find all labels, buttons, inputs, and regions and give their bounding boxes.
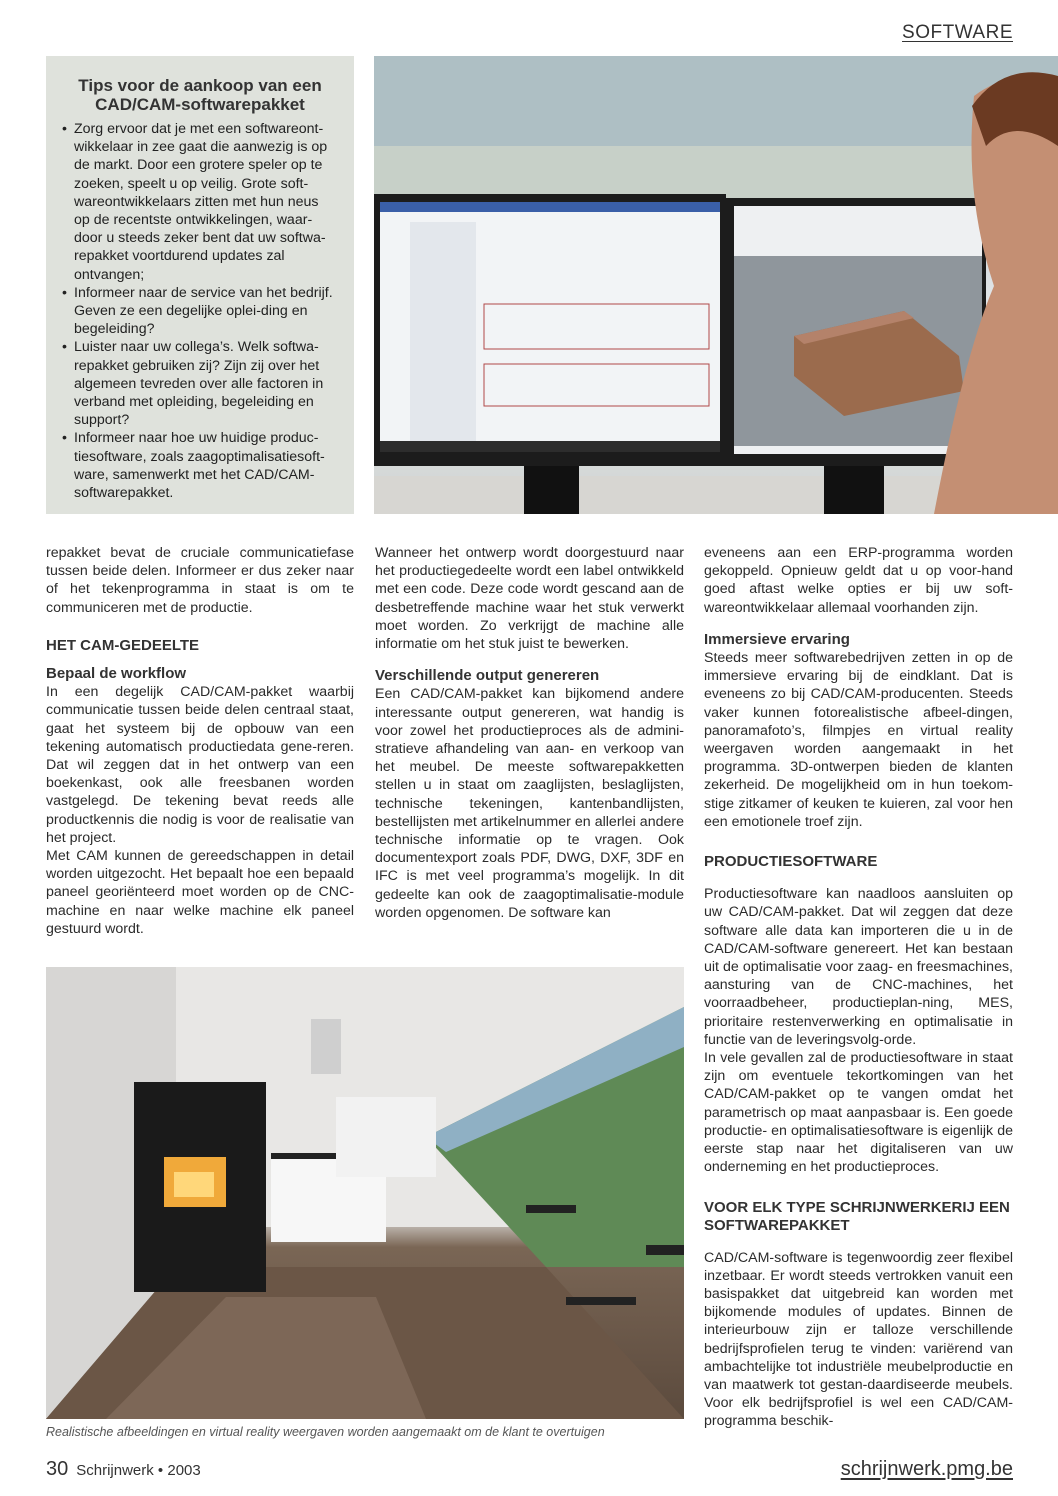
section-label: SOFTWARE [902, 22, 1013, 43]
footer-left [46, 1458, 201, 1481]
tips-item: • Zorg ervoor dat je met een softwareont-wikkelaar in zee gaat die aanwezig is op de markt. Door een grotere speler op te zoeken, speelt u op veilig. Grote soft-wareontwikkelaars zitten met hun neus op de recentste ontwikkelingen, waar-door u steeds zeker bent dat uw softwa-repakket voortdurend updates zal ontvangen; [62, 120, 338, 284]
heading-cam: HET CAM-GEDEELTE [46, 636, 200, 654]
tips-item: • Informeer naar hoe uw huidige produc-tiesoftware, zoals zaagoptimalisatiesoft-ware, samenwerkt met het CAD/CAM-softwarepakket. [62, 429, 338, 502]
tips-list [62, 120, 338, 502]
subheading-output: Verschillende output genereren [375, 667, 600, 685]
paragraph: CAD/CAM-software is tegenwoordig zeer flexibel inzetbaar. Er wordt steeds vertrokken vanuit een basispakket dat uitgebreid kan worden met bijkomende modules of updates. Binnen de interieurbouw zijn er talloze verschillende bedrijfsprofielen terug te vinden: variërend van ambachtelijke tot industriële meubelproductie en van maatwerk tot gestan-daardiseerde meubels. Voor elk bedrijfsprofiel is wel een CAD/CAM-programma beschik- [704, 1249, 1013, 1430]
tips-box [46, 56, 354, 514]
column-2 [375, 544, 684, 922]
paragraph: Een CAD/CAM-pakket kan bijkomend andere interessante output genereren, wat handig is voor zowel het productieproces als de admini-stratieve afhandeling van aan- en verkoop van het meubel. De meeste softwarepakketten stellen u in staat om zaaglijsten, beslaglijsten, technische tekeningen, kantenbandlijsten, bestellijsten met artikelnummer en allerlei andere technische informatie op te vragen. Ook documentexport zoals PDF, DWG, DXF, 3DF en IFC is met veel programma’s mogelijk. In dit gedeelte kan ook de zaagoptimalisatie-module worden opgenomen. De software kan [375, 686, 684, 921]
paragraph: repakket bevat de cruciale communicatiefase tussen beide delen. Informeer er dus zeker naar of het tekenprogramma in staat is om te communiceren met de productie. [46, 545, 354, 616]
paragraph: Wanneer het ontwerp wordt doorgestuurd naar het productiegedeelte wordt een label ontwikkeld met een code. Deze code wordt gescand aan de desbetreffende machine waar het stuk verwerkt moet worden. Zo verkrijgt de machine alle informatie om het stuk juist te bewerken. [375, 545, 684, 653]
paragraph: eveneens aan een ERP-programma worden gekoppeld. Opnieuw geldt dat u op voor-hand goed aftast welke opties er bij uw soft-wareontwikkelaar allemaal voorhanden zijn. [704, 545, 1013, 616]
photo-caption: Realistische afbeeldingen en virtual reality weergaven worden aangemaakt om de klant te overtuigen [46, 1425, 605, 1439]
column-3 [704, 544, 1013, 1431]
kitchen-illustration [46, 967, 684, 1419]
tips-item: • Informeer naar de service van het bedrijf. Geven ze een degelijke oplei-ding en begeleiding? [62, 284, 338, 339]
heading-productiesoftware: PRODUCTIESOFTWARE [704, 853, 878, 871]
photo-kitchen [46, 967, 684, 1419]
magazine-name: Schrijnwerk • 2003 [76, 1462, 201, 1479]
tips-item: • Luister naar uw collega’s. Welk softwa-repakket gebruiken zij? Zijn zij over het algemeen tevreden over alle factoren in verband met opleiding, begeleiding en support? [62, 338, 338, 429]
heading-schrijnwerkerij: VOOR ELK TYPE SCHRIJNWERKERIJ EEN SOFTWAREPAKKET [704, 1198, 1010, 1234]
paragraph: In een degelijk CAD/CAM-pakket waarbij communicatie tussen beide delen centraal staat, gaat het systeem bij de opbouw van een tekening automatisch productiedata gene-reren. Dat wil zeggen dat in het ontwerp van een boekenkast, ook alle freesbanen worden vastgelegd. De tekening bevat reeds alle productkennis die nodig is voor de realisatie van het project. [46, 684, 354, 846]
paragraph: Met CAM kunnen de gereedschappen in detail worden uitgezocht. Het bepaalt hoe een bepaald paneel georiënteerd moet worden op de CNC-machine en naar welke machine elk paneel gestuurd wordt. [46, 848, 354, 937]
subheading-workflow: Bepaal de workflow [46, 665, 187, 683]
column-1 [46, 544, 354, 938]
tips-title: Tips voor de aankoop van een CAD/CAM-softwarepakket [78, 76, 322, 114]
paragraph: Productiesoftware kan naadloos aansluiten op uw CAD/CAM-pakket. Dat wil zeggen dat deze software alle data kan importeren die u in de CAD/CAM-software genereert. Het kan bestaan uit de optimalisatie voor zaag- en freesmachines, aansturing van de CNC-machines, het voorraadbeheer, productieplan-ning, MES, prioritaire restenverwerking en optimalisatie in functie van de leveringsvolg-orde. [704, 886, 1013, 1048]
footer-url[interactable]: schrijnwerk.pmg.be [840, 1458, 1013, 1480]
page-number: 30 [46, 1458, 69, 1480]
paragraph: In vele gevallen zal de productiesoftware in staat zijn om eventuele tekortkomingen van het CAD/CAM-pakket op te vangen omdat het parametrisch op maat aanpasbaar is. Een goede productie- en optimalisatiesoftware is eigenlijk de eerste stap naar het digitaliseren van uw onderneming en het productieproces. [704, 1050, 1013, 1176]
monitors-illustration [374, 56, 1058, 514]
paragraph: Steeds meer softwarebedrijven zetten in op de immersieve ervaring bij de eindklant. Dat is eveneens zo bij CAD/CAM-producenten. Steeds vaker kunnen fotorealistische afbeel-dingen, panoramafoto’s, filmpjes en virtual reality weergaven worden aangemaakt in het programma. 3D-ontwerpen bieden de klanten zekerheid. De mogelijkheid om in hun toekom-stige zitkamer of keuken te kuieren, zal voor hen een emotionele troef zijn. [704, 650, 1013, 830]
subheading-immersieve: Immersieve ervaring [704, 630, 850, 648]
photo-monitors [374, 56, 1058, 514]
